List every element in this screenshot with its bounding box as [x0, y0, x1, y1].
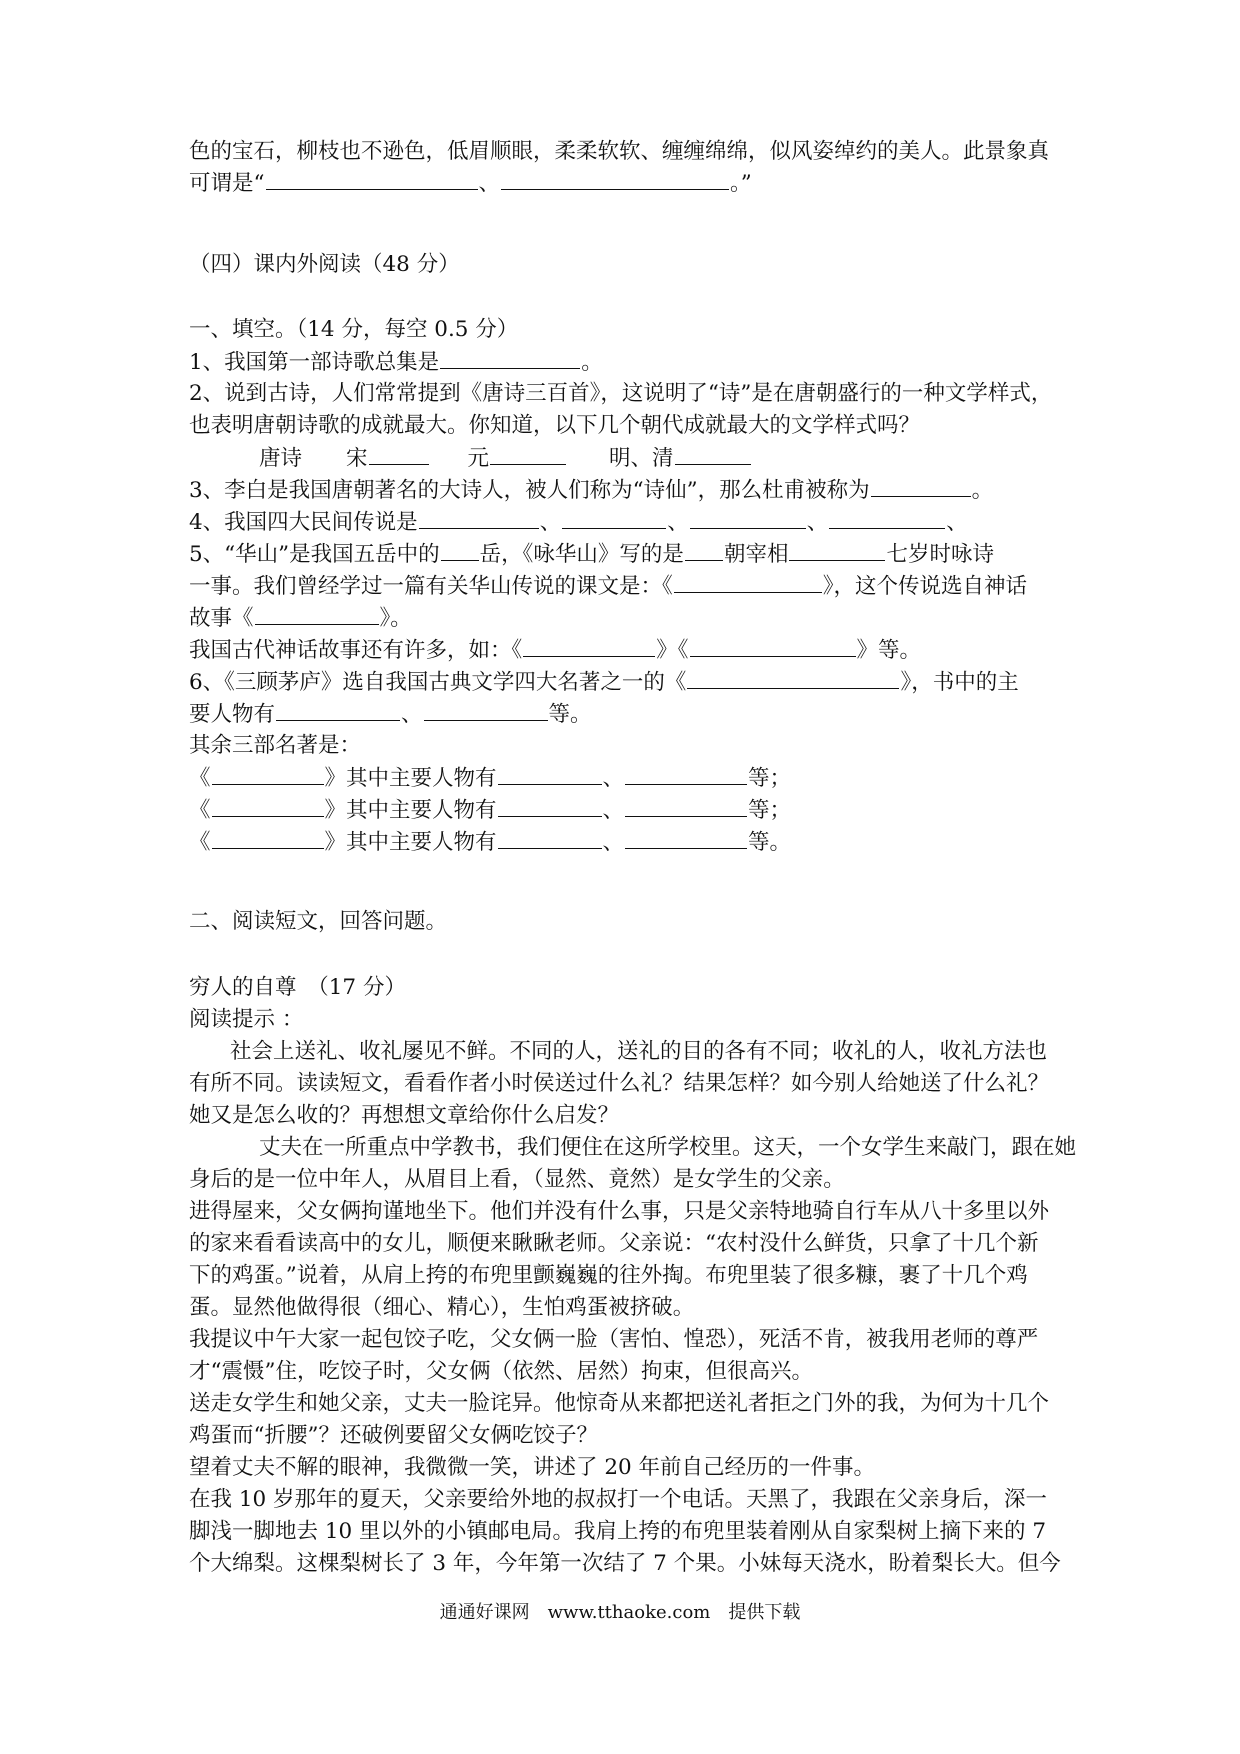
text: 一事。我们曾经学过一篇有关华山传说的课文是：《 — [189, 574, 673, 599]
text: 。 — [581, 350, 603, 375]
fill-blank[interactable] — [501, 167, 729, 190]
fill-blank[interactable] — [625, 762, 747, 785]
text: 等。 — [748, 830, 792, 855]
text: 5、“华山”是我国五岳中的 — [189, 542, 440, 567]
fill-blank[interactable] — [498, 794, 602, 817]
fill-blank[interactable] — [440, 346, 580, 369]
text: 的家来看看读高中的女儿，顺便来瞅瞅老师。父亲说：“农村没什么鲜货，只拿了十几个新 — [189, 1231, 1039, 1256]
text: 身后的是一位中年人，从眉目上看，（显然、竟然）是女学生的父亲。 — [189, 1167, 845, 1192]
dynasty-row — [259, 442, 752, 475]
paragraph-line — [189, 1484, 1047, 1516]
text-line — [189, 730, 361, 762]
paragraph-line — [189, 1388, 1049, 1420]
paragraph-line — [189, 1260, 1028, 1292]
text-line — [189, 136, 1049, 168]
fill-blank[interactable] — [266, 167, 478, 190]
text: 送走女学生和她父亲，丈夫一脸诧异。他惊奇从来都把送礼者拒之门外的我，为何为十几个 — [189, 1391, 1050, 1416]
fill-blank[interactable] — [490, 442, 566, 465]
text: 一、填空。（14 分，每空 0.5 分） — [189, 317, 519, 342]
paragraph-line — [189, 1548, 1061, 1580]
paragraph-line — [189, 1420, 598, 1452]
text: 6、《三顾茅庐》选自我国古典文学四大名著之一的《 — [189, 670, 687, 695]
fill-blank[interactable] — [687, 666, 899, 689]
text: 、 — [602, 830, 625, 855]
fill-blank[interactable] — [789, 538, 885, 561]
fill-blank[interactable] — [625, 794, 747, 817]
text-line — [189, 570, 1027, 603]
paragraph-line — [259, 1132, 1076, 1164]
question-heading — [189, 314, 518, 346]
text: 朝宰相 — [723, 542, 789, 567]
text: 在我 10 岁那年的夏天，父亲要给外地的叔叔打一个电话。天黑了，我跟在父亲身后，深一 — [189, 1487, 1048, 1512]
text: 《 — [189, 766, 211, 791]
fill-blank[interactable] — [685, 538, 723, 561]
book-row — [189, 762, 791, 795]
text: 、 — [602, 798, 625, 823]
text: 1、我国第一部诗歌总集是 — [189, 350, 440, 375]
text: 下的鸡蛋。”说着，从肩上挎的布兜里颤巍巍的往外掏。布兜里装了很多糠，裹了十几个鸡 — [189, 1263, 1028, 1288]
fill-blank[interactable] — [690, 634, 856, 657]
fill-blank[interactable] — [498, 762, 602, 785]
fill-blank[interactable] — [562, 506, 666, 529]
text: 》等。 — [856, 638, 922, 663]
fill-blank[interactable] — [212, 826, 324, 849]
text: 我国古代神话故事还有许多，如：《 — [189, 638, 523, 663]
text: 2、说到古诗，人们常常提到《唐诗三百首》，这说明了“诗”是在唐朝盛行的一种文学样式， — [189, 381, 1053, 406]
text: 鸡蛋而“折腰”？还破例要留父女俩吃饺子？ — [189, 1423, 598, 1448]
text-line — [189, 410, 920, 442]
text: 元 — [467, 446, 490, 471]
fill-blank[interactable] — [871, 474, 971, 497]
fill-blank[interactable] — [674, 570, 822, 593]
text: 。” — [730, 171, 752, 196]
text: 进得屋来，父女俩拘谨地坐下。他们并没有什么事，只是父亲特地骑自行车从八十多里以外 — [189, 1199, 1050, 1224]
text: 七岁时咏诗 — [886, 542, 994, 567]
text-line — [189, 634, 921, 667]
text: （四）课内外阅读（48 分） — [189, 252, 460, 277]
paragraph-line — [230, 1036, 1047, 1068]
text: 色的宝石，柳枝也不逊色，低眉顺眼，柔柔软软、缠缠绵绵，似风姿绰约的美人。此景象真 — [189, 139, 1050, 164]
text: 》其中主要人物有 — [324, 830, 497, 855]
section-heading — [189, 249, 460, 281]
text: 》，这个传说选自神话 — [822, 574, 1028, 599]
text-line — [189, 1004, 303, 1036]
text: 、 — [401, 702, 423, 727]
text: 穷人的自尊 （17 分） — [189, 975, 406, 1000]
paragraph-line — [189, 1100, 619, 1132]
text: 蛋。显然他做得很（细心、精心），生怕鸡蛋被挤破。 — [189, 1295, 695, 1320]
paragraph-line — [189, 1164, 845, 1196]
text: 有所不同。读读短文，看看作者小时侯送过什么礼？结果怎样？如今别人给她送了什么礼？ — [189, 1071, 1050, 1096]
question-heading — [189, 906, 447, 938]
question — [189, 378, 1052, 410]
question — [189, 506, 968, 539]
question — [189, 346, 603, 379]
text: 望着丈夫不解的眼神，我微微一笑，讲述了 20 年前自己经历的一件事。 — [189, 1455, 876, 1480]
text: 、 — [539, 510, 562, 535]
paragraph-line — [189, 1196, 1049, 1228]
text: 要人物有 — [189, 702, 276, 727]
text: 等； — [748, 766, 792, 791]
fill-blank[interactable] — [255, 602, 379, 625]
fill-blank[interactable] — [212, 762, 324, 785]
book-row — [189, 826, 791, 859]
text: 、 — [667, 510, 689, 535]
text: 社会上送礼、收礼屡见不鲜。不同的人，送礼的目的各有不同；收礼的人，收礼方法也 — [230, 1039, 1048, 1064]
paragraph-line — [189, 1516, 1046, 1548]
paragraph-line — [189, 1324, 1038, 1356]
text: 才“震慑”住，吃饺子时，父女俩（依然、居然）拘束，但很高兴。 — [189, 1359, 813, 1384]
text: 岳，《咏华山》写的是 — [479, 542, 684, 567]
paragraph-line — [189, 1292, 694, 1324]
text: 脚浅一脚地去 10 里以外的小镇邮电局。我肩上挎的布兜里装着刚从自家梨树上摘下来的 7 — [189, 1519, 1047, 1544]
text-line — [189, 698, 592, 731]
text-line — [189, 602, 412, 635]
footer-text: 通通好课网 www.tthaoke.com 提供下载 — [439, 1602, 801, 1623]
text: 《 — [189, 798, 211, 823]
text: 阅读提示 ： — [189, 1007, 304, 1032]
paragraph-line — [189, 1068, 1049, 1100]
text: 》《 — [656, 638, 689, 663]
fill-blank[interactable] — [276, 698, 400, 721]
text: 唐诗 — [259, 446, 303, 471]
text: 她又是怎么收的？再想想文章给你什么启发？ — [189, 1103, 620, 1128]
question — [189, 474, 993, 507]
fill-blank[interactable] — [369, 442, 429, 465]
fill-blank[interactable] — [498, 826, 602, 849]
text: 宋 — [346, 446, 368, 471]
fill-blank[interactable] — [625, 826, 747, 849]
text: 个大绵梨。这棵梨树长了 3 年，今年第一次结了 7 个果。小妹每天浇水，盼着梨长大。但今 — [189, 1551, 1061, 1576]
fill-blank[interactable] — [424, 698, 548, 721]
text: 、 — [946, 510, 968, 535]
text: 故事《 — [189, 606, 254, 631]
text: 、 — [478, 171, 501, 196]
paragraph-line — [189, 1228, 1039, 1260]
text: 《 — [189, 830, 211, 855]
text: 明、清 — [609, 446, 674, 471]
paragraph-line — [189, 1452, 875, 1484]
text: 、 — [806, 510, 829, 535]
fill-blank[interactable] — [212, 794, 324, 817]
page-footer — [0, 1600, 1240, 1626]
fill-blank[interactable] — [419, 506, 539, 529]
text: 4、我国四大民间传说是 — [189, 510, 418, 535]
fill-blank[interactable] — [441, 538, 479, 561]
text: 二、阅读短文，回答问题。 — [189, 909, 448, 934]
text: 可谓是“ — [189, 171, 265, 196]
fill-blank[interactable] — [690, 506, 806, 529]
story-title — [189, 972, 406, 1004]
question — [189, 666, 1019, 699]
question — [189, 538, 994, 571]
fill-blank[interactable] — [829, 506, 945, 529]
text: 。 — [971, 478, 994, 503]
text: 我提议中午大家一起包饺子吃，父女俩一脸（害怕、惶恐），死活不肯，被我用老师的尊严 — [189, 1327, 1039, 1352]
text-line — [189, 167, 752, 200]
text: 3、李白是我国唐朝著名的大诗人，被人们称为“诗仙”，那么杜甫被称为 — [189, 478, 870, 503]
fill-blank[interactable] — [523, 634, 655, 657]
book-row — [189, 794, 791, 827]
text: 》其中主要人物有 — [324, 766, 497, 791]
text: 等。 — [548, 702, 592, 727]
fill-blank[interactable] — [675, 442, 751, 465]
text: 其余三部名著是： — [189, 733, 362, 758]
text: 也表明唐朝诗歌的成就最大。你知道，以下几个朝代成就最大的文学样式吗？ — [189, 413, 921, 438]
text: 》。 — [379, 606, 412, 631]
text: 等； — [748, 798, 792, 823]
text: 、 — [602, 766, 625, 791]
paragraph-line — [189, 1356, 813, 1388]
text: 》，书中的主 — [900, 670, 1019, 695]
text: 丈夫在一所重点中学教书，我们便住在这所学校里。这天，一个女学生来敲门，跟在她 — [259, 1135, 1077, 1160]
text: 》其中主要人物有 — [324, 798, 497, 823]
